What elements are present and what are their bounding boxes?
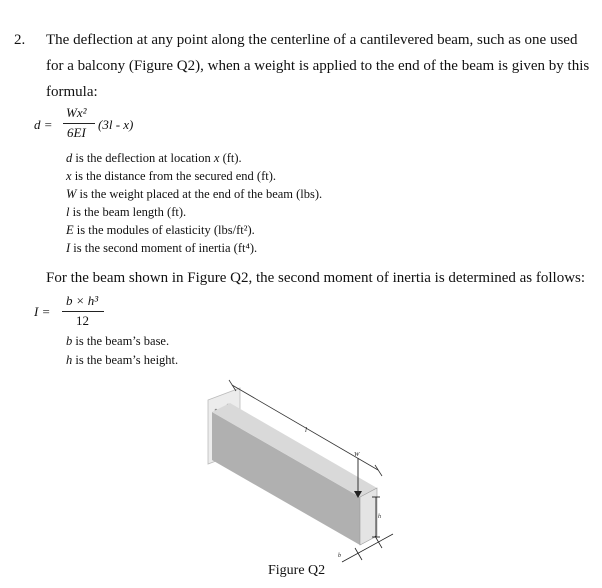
formula2-numerator: b × h³ <box>66 293 99 308</box>
question-line-3: formula: <box>46 84 98 100</box>
formula1-numerator: Wx² <box>66 105 87 120</box>
formula1-lhs: d = <box>34 117 53 132</box>
question-line-1: The deflection at any point along the centerline of a cantilevered beam, such as one used <box>46 32 578 48</box>
definition-w: W is the weight placed at the end of the beam (lbs). <box>66 187 323 201</box>
figure-caption: Figure Q2 <box>268 563 326 578</box>
definition-h: h is the beam’s height. <box>66 353 179 367</box>
base-label: b <box>338 553 341 559</box>
height-label: h <box>378 514 381 520</box>
weight-label: W <box>354 451 360 458</box>
definition-d: d is the deflection at location x (ft). <box>66 151 242 165</box>
moment-of-inertia-paragraph: For the beam shown in Figure Q2, the second moment of inertia is determined as follows: <box>46 270 586 286</box>
definition-i: I is the second moment of inertia (ft⁴). <box>66 241 258 255</box>
definition-x: x is the distance from the secured end (ft). <box>66 169 276 183</box>
formula2-denominator: 12 <box>76 313 89 328</box>
length-label: l <box>305 426 307 434</box>
definition-b: b is the beam’s base. <box>66 334 170 348</box>
question-line-2: for a balcony (Figure Q2), when a weight is applied to the end of the beam is given by this <box>46 58 590 74</box>
formula1-rhs: (3l - x) <box>98 117 134 132</box>
formula1-denominator: 6EI <box>67 125 86 140</box>
definition-l: l is the beam length (ft). <box>66 205 187 219</box>
formula2-lhs: I = <box>34 304 51 319</box>
definition-e: E is the modules of elasticity (lbs/ft²). <box>66 223 255 237</box>
question-number: 2. <box>14 32 26 48</box>
